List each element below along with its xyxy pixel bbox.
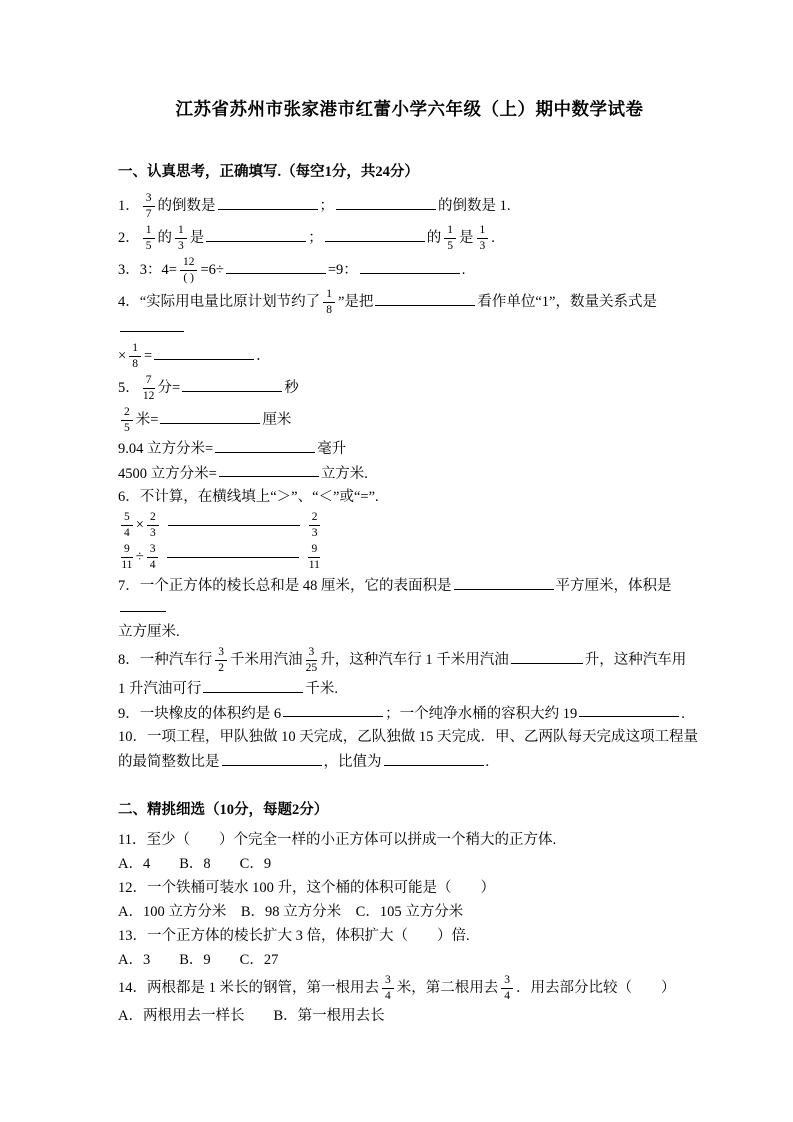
question-line	[118, 950, 701, 971]
text-segment: 4500 立方分米=	[118, 465, 217, 482]
text-segment: ．	[256, 347, 271, 364]
text-segment: 升，这种汽车行 1 千米用汽油	[320, 651, 509, 668]
text-segment: 6．不计算，在横线填上“＞”、“＜”或“=”.	[118, 489, 379, 506]
text-segment: A．4 B．8 C．9	[118, 856, 272, 873]
text-segment: 毫升	[317, 440, 347, 457]
fraction-denominator: 3	[178, 240, 184, 252]
fraction-denominator: 3	[149, 527, 156, 540]
text-segment: ；一个纯净水桶的容积大约 19	[385, 705, 578, 722]
text-segment: ÷	[135, 549, 144, 566]
fraction-denominator: 5	[447, 240, 453, 252]
answer-blank	[360, 259, 460, 274]
exam-section	[118, 161, 701, 773]
fraction	[306, 646, 318, 675]
text-segment: 平方厘米，体积是	[555, 578, 672, 595]
fraction-numerator: 1	[129, 342, 141, 357]
text-segment: 12．一个铁桶可装水 100 升，这个桶的体积可能是（ ）	[118, 880, 495, 897]
text-segment: .	[681, 705, 685, 722]
question-line	[118, 288, 701, 339]
text-segment: 11．至少（ ）个完全一样的小正方体可以拼成一个稍大的正方体.	[118, 832, 557, 849]
fraction-numerator: 9	[121, 543, 133, 558]
question-line	[118, 902, 701, 923]
text-segment: 3．3：4=	[118, 261, 177, 278]
text-segment: 14．两根都是 1 米长的钢管，第一根用去	[118, 979, 379, 996]
fraction-numerator: 1	[323, 288, 335, 303]
text-segment: 1 升汽油可行	[118, 680, 202, 697]
answer-blank	[218, 195, 318, 210]
text-segment: ；	[308, 229, 323, 246]
text-segment: 厘米	[262, 411, 292, 428]
answer-blank	[454, 575, 554, 590]
text-segment: .	[461, 261, 466, 278]
answer-blank	[154, 345, 254, 360]
fraction	[121, 406, 133, 435]
fraction-denominator: ( )	[183, 272, 194, 284]
fraction-denominator: 2	[218, 661, 224, 674]
question-line	[118, 703, 701, 725]
answer-blank	[579, 703, 679, 718]
fraction-numerator: 7	[143, 374, 155, 389]
fraction	[444, 224, 456, 253]
text-segment: 7．一个正方体的棱长总和是 48 厘米，它的表面积是	[118, 578, 452, 595]
text-segment: ×	[118, 347, 127, 364]
text-segment: 9.04 立方分米=	[118, 440, 214, 457]
answer-blank	[336, 195, 436, 210]
text-segment: 4．“实际用电量比原计划节约了	[118, 293, 321, 310]
fraction-denominator: 3	[479, 240, 486, 252]
answer-blank	[219, 463, 319, 478]
fraction-denominator: 4	[149, 559, 156, 572]
fraction	[143, 374, 155, 403]
question-line	[118, 727, 701, 748]
text-segment: A．两根用去一样长 B．第一根用去长	[118, 1008, 385, 1025]
fraction-denominator: 5	[124, 421, 130, 434]
fraction-denominator: 3	[311, 527, 318, 540]
fraction-numerator: 1	[175, 224, 187, 239]
fraction	[477, 224, 489, 253]
fraction-denominator: 7	[145, 208, 152, 220]
fraction-numerator: 1	[444, 224, 456, 239]
question-line	[118, 830, 701, 851]
question-line	[118, 926, 701, 947]
fraction-denominator: 8	[132, 357, 138, 370]
text-segment: 立方米.	[320, 465, 368, 482]
fraction-numerator: 2	[147, 511, 159, 526]
fraction	[323, 288, 335, 317]
fraction-numerator: 3	[501, 974, 513, 989]
answer-blank	[120, 317, 184, 332]
answer-blank	[283, 703, 383, 718]
fraction	[143, 192, 155, 221]
fraction-denominator: 11	[121, 559, 133, 572]
answer-blank	[206, 227, 306, 242]
text-segment: .	[485, 754, 490, 771]
text-segment: 升，这种汽车用	[584, 651, 687, 668]
text-segment: 5．	[118, 379, 140, 396]
fraction	[382, 974, 394, 1003]
fraction	[309, 511, 321, 540]
fraction-numerator: 5	[121, 511, 133, 526]
text-segment: 的最简整数比是	[118, 754, 220, 771]
text-segment: ；	[319, 197, 334, 214]
text-segment: A．3 B．9 C．27	[118, 952, 279, 969]
fraction	[501, 974, 513, 1003]
question-line	[118, 878, 701, 899]
section-heading: 一、认真思考，正确填写.（每空1分，共24分）	[118, 164, 419, 180]
fraction-denominator: 4	[504, 990, 510, 1003]
answer-blank	[167, 557, 299, 558]
text-segment: 看作单位“1”，数量关系式是	[477, 293, 657, 310]
fraction-numerator: 3	[143, 192, 155, 207]
fraction-denominator: 12	[142, 389, 155, 402]
fraction-numerator: 2	[309, 511, 321, 526]
question-line	[118, 543, 701, 572]
fraction-denominator: 4	[124, 527, 130, 540]
fraction	[147, 511, 159, 540]
text-segment: .	[491, 229, 495, 246]
question-line	[118, 575, 701, 619]
fraction-denominator: 8	[326, 304, 332, 316]
fraction	[121, 511, 133, 540]
text-segment: ，比值为	[323, 754, 382, 771]
text-segment: 10．一项工程，甲队独做 10 天完成，乙队独做 15 天完成．甲、乙两队每天完成这项工程量	[118, 729, 698, 746]
question-line	[118, 487, 701, 508]
fraction	[175, 224, 187, 253]
question-line	[118, 511, 701, 540]
text-segment: =9：	[327, 261, 358, 278]
text-segment: 的倒数是	[157, 197, 216, 214]
text-segment: 9．一块橡皮的体积约是 6	[118, 705, 282, 722]
text-segment: 千米.	[305, 680, 338, 697]
text-segment: 米=	[135, 411, 159, 428]
question-line	[118, 646, 701, 675]
text-segment: 13．一个正方体的棱长扩大 3 倍，体积扩大（ ）倍.	[118, 928, 470, 945]
text-segment: ”是把	[337, 293, 374, 310]
question-line	[118, 678, 701, 700]
question-line	[118, 854, 701, 875]
question-line	[118, 1006, 701, 1027]
answer-blank	[215, 438, 315, 453]
text-segment: 是	[459, 229, 474, 246]
text-segment: 的倒数是 1.	[438, 197, 511, 214]
section-heading: 二、精挑细选（10分，每题2分）	[118, 802, 329, 819]
answer-blank	[120, 597, 166, 612]
question-line	[118, 224, 701, 253]
question-line	[118, 342, 701, 371]
answer-blank	[182, 377, 282, 392]
text-segment: ×	[135, 517, 144, 534]
text-segment: 的	[426, 229, 442, 246]
fraction-numerator: 2	[121, 406, 133, 421]
fraction	[121, 543, 133, 572]
text-segment: 千米用汽油	[230, 651, 303, 668]
fraction-numerator: 3	[147, 543, 159, 558]
text-segment: 是	[189, 229, 205, 246]
question-line	[118, 438, 701, 460]
question-line	[118, 256, 701, 285]
fraction-denominator: 11	[308, 559, 320, 572]
answer-blank	[160, 409, 260, 424]
fraction-numerator: 9	[308, 543, 320, 558]
answer-blank	[384, 751, 484, 766]
sections-container	[118, 161, 701, 1027]
question-line	[118, 374, 701, 403]
question-line	[118, 192, 701, 221]
answer-blank	[222, 751, 322, 766]
answer-blank	[325, 227, 425, 242]
fraction	[308, 543, 320, 572]
page-title: 江苏省苏州市张家港市红蕾小学六年级（上）期中数学试卷	[175, 99, 644, 119]
answer-blank	[168, 525, 300, 526]
text-segment: =	[143, 347, 153, 364]
answer-blank	[511, 649, 583, 664]
fraction-denominator: 4	[385, 990, 391, 1003]
fraction	[147, 543, 159, 572]
fraction-numerator: 1	[143, 224, 155, 239]
exam-section	[118, 799, 701, 1027]
text-segment: 8．一种汽车行	[118, 651, 213, 668]
text-segment: 2．	[118, 229, 140, 246]
text-segment: 的	[157, 229, 172, 246]
fraction-numerator: 12	[180, 256, 198, 271]
fraction	[215, 646, 227, 675]
question-line	[118, 751, 701, 773]
fraction	[180, 256, 198, 285]
fraction-denominator: 25	[305, 661, 318, 674]
text-segment: 立方厘米.	[118, 623, 180, 640]
fraction	[129, 342, 141, 371]
answer-blank	[226, 259, 326, 274]
text-segment: 1．	[118, 197, 140, 214]
fraction-numerator: 1	[477, 224, 489, 239]
fraction-numerator: 3	[382, 974, 394, 989]
question-line	[118, 463, 701, 485]
text-segment: ．用去部分比较（ ）	[516, 979, 676, 996]
text-segment: 秒	[284, 379, 299, 396]
fraction-numerator: 3	[215, 646, 227, 661]
text-segment: 米，第二根用去	[396, 979, 499, 996]
text-segment: A．100 立方分米 B．98 立方分米 C．105 立方分米	[118, 904, 464, 921]
fraction	[143, 224, 155, 253]
answer-blank	[203, 678, 303, 693]
fraction-denominator: 5	[145, 240, 152, 252]
fraction-numerator: 3	[306, 646, 318, 661]
answer-blank	[375, 291, 475, 306]
question-line	[118, 406, 701, 435]
question-line	[118, 974, 701, 1003]
text-segment: =6÷	[200, 261, 224, 278]
text-segment: 分=	[157, 379, 181, 396]
question-line	[118, 622, 701, 643]
